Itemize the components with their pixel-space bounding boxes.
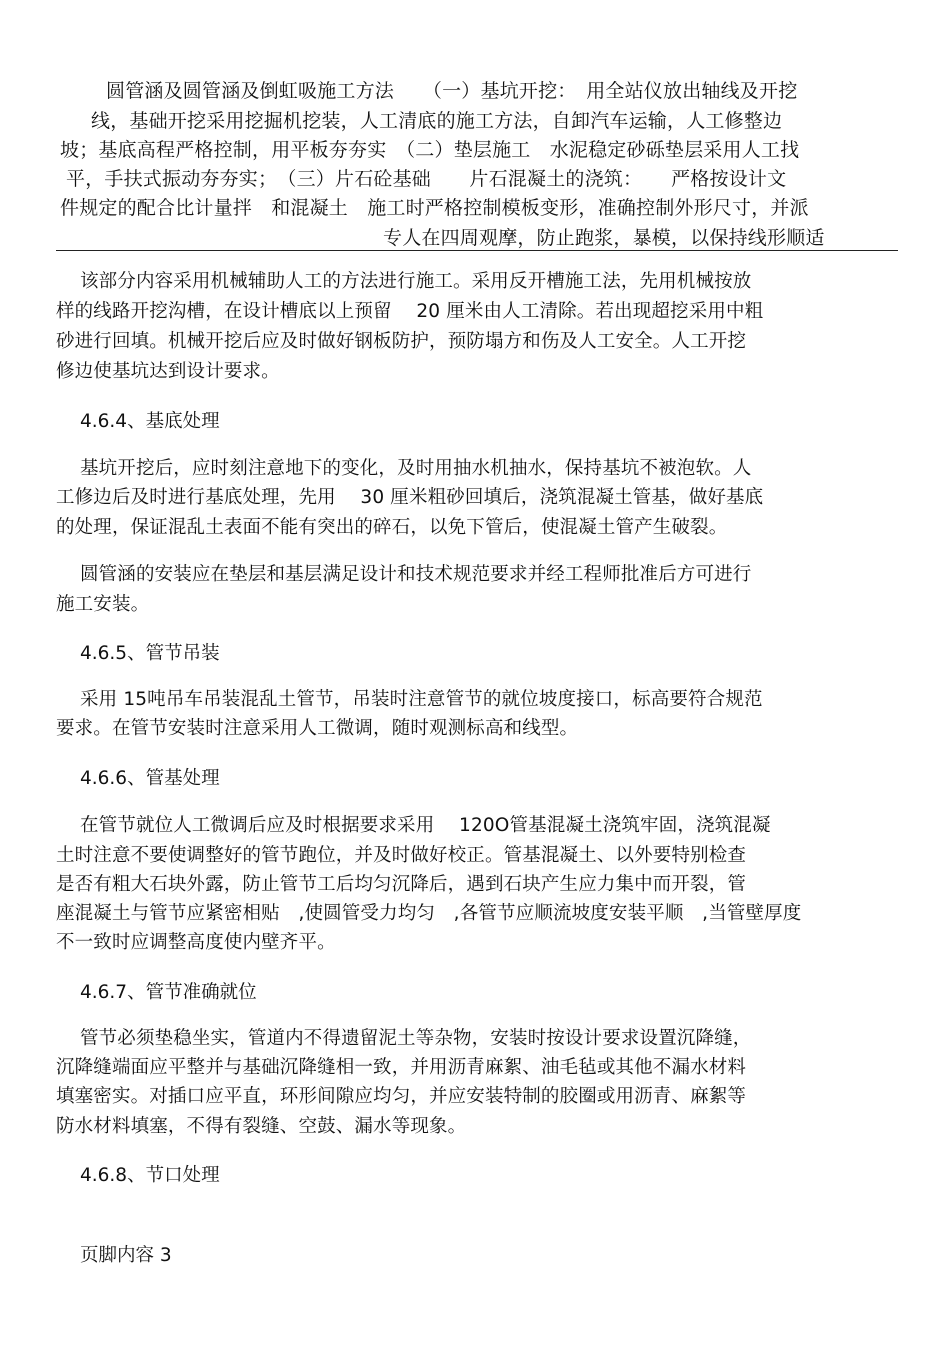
- paragraph-line: 采用 15吨吊车吊装混乱土管节，吊装时注意管节的就位坡度接口，标高要符合规范: [80, 689, 763, 710]
- header-line-1: 圆管涵及圆管涵及倒虹吸施工方法 （一）基坑开挖： 用全站仪放出轴线及开挖: [106, 80, 798, 102]
- section-heading-4-6-6: 4.6.6、管基处理: [80, 768, 220, 789]
- paragraph-line: 砂进行回填。机械开挖后应及时做好钢板防护，预防塌方和伤及人工安全。人工开挖: [56, 331, 747, 352]
- section-heading-4-6-5: 4.6.5、管节吊装: [80, 643, 220, 664]
- paragraph-line: 基坑开挖后，应时刻注意地下的变化，及时用抽水机抽水，保持基坑不被泡软。人: [80, 458, 752, 479]
- paragraph-line: 该部分内容采用机械辅助人工的方法进行施工。采用反开槽施工法，先用机械按放: [80, 271, 752, 292]
- paragraph-line: 防水材料填塞，不得有裂缝、空鼓、漏水等现象。: [56, 1116, 467, 1137]
- paragraph-line: 在管节就位人工微调后应及时根据要求采用 120O管基混凝土浇筑牢固，浇筑混凝: [80, 815, 771, 836]
- paragraph-line: 的处理，保证混乱土表面不能有突出的碎石，以免下管后，使混凝土管产生破裂。: [56, 517, 728, 538]
- paragraph-line: 土时注意不要使调整好的管节跑位，并及时做好校正。管基混凝土、以外要特别检查: [56, 845, 747, 866]
- header-line-5: 件规定的配合比计量拌 和混凝土 施工时严格控制模板变形，准确控制外形尺寸，并派: [60, 197, 809, 219]
- paragraph-line: 不一致时应调整高度使内壁齐平。: [56, 932, 336, 953]
- section-heading-4-6-7: 4.6.7、管节准确就位: [80, 982, 257, 1003]
- paragraph-line: 要求。在管节安装时注意采用人工微调，随时观测标高和线型。: [56, 718, 579, 739]
- paragraph-line: 样的线路开挖沟槽，在设计槽底以上预留 20 厘米由人工清除。若出现超挖采用中粗: [56, 301, 764, 322]
- header-rule: [56, 250, 898, 251]
- header-line-2: 线，基础开挖采用挖掘机挖装，人工清底的施工方法，自卸汽车运输，人工修整边: [91, 110, 783, 132]
- header-line-4: 平，手扶式振动夯夯实； （三）片石砼基础 片石混凝土的浇筑： 严格按设计文: [66, 168, 787, 190]
- section-heading-4-6-4: 4.6.4、基底处理: [80, 411, 220, 432]
- paragraph-line: 填塞密实。对插口应平直，环形间隙应均匀，并应安装特制的胶圈或用沥青、麻絮等: [56, 1086, 747, 1107]
- paragraph-line: 是否有粗大石块外露，防止管节工后均匀沉降后，遇到石块产生应力集中而开裂，管: [56, 874, 747, 895]
- paragraph-line: 工修边后及时进行基底处理，先用 30 厘米粗砂回填后，浇筑混凝土管基，做好基底: [56, 487, 764, 508]
- paragraph-line: 沉降缝端面应平整并与基础沉降缝相一致，并用沥青麻絮、油毛毡或其他不漏水材料: [56, 1057, 747, 1078]
- header-line-3: 坡；基底高程严格控制，用平板夯夯实 （二）垫层施工 水泥稳定砂砾垫层采用人工找: [60, 139, 800, 161]
- paragraph-line: 座混凝土与管节应紧密相贴 ,使圆管受力均匀 ,各管节应顺流坡度安装平顺 ,当管壁厚度: [56, 903, 802, 924]
- header-line-6: 专人在四周观摩，防止跑浆，暴模，以保持线形顺适: [383, 227, 825, 249]
- paragraph-line: 圆管涵的安装应在垫层和基层满足设计和技术规范要求并经工程师批准后方可进行: [80, 564, 752, 585]
- section-heading-4-6-8: 4.6.8、节口处理: [80, 1165, 220, 1186]
- page-footer: 页脚内容 3: [80, 1245, 172, 1266]
- paragraph-line: 修边使基坑达到设计要求。: [56, 361, 280, 382]
- paragraph-line: 施工安装。: [56, 594, 150, 615]
- paragraph-line: 管节必须垫稳坐实，管道内不得遗留泥土等杂物，安装时按设计要求设置沉降缝，: [80, 1028, 752, 1049]
